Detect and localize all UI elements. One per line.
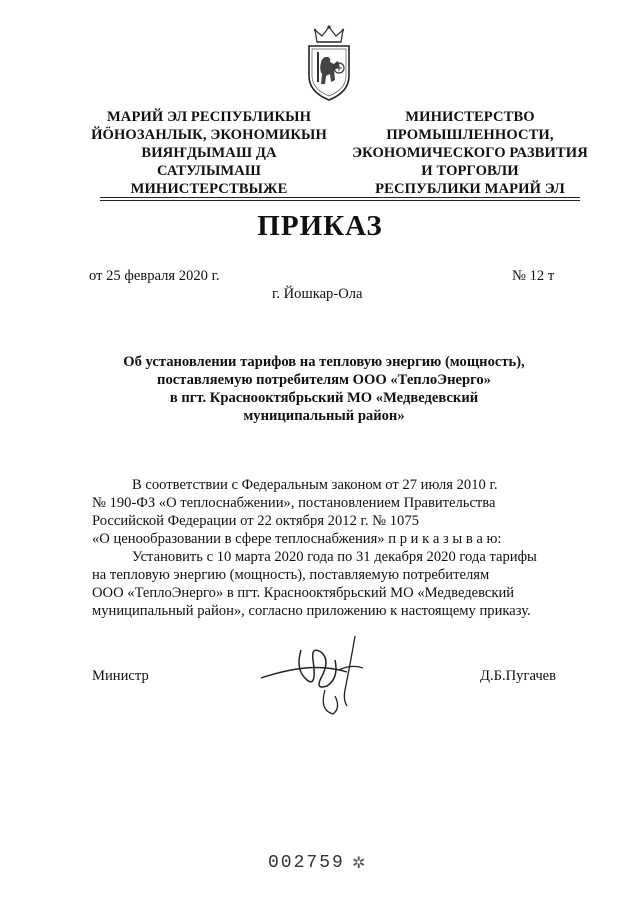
- body-line: на тепловую энергию (мощность), поставляемую потребителям: [92, 567, 490, 583]
- header-right-line: РЕСПУБЛИКИ МАРИЙ ЭЛ: [375, 181, 565, 197]
- subject-line: Об установлении тарифов на тепловую энергию (мощность),: [123, 354, 525, 370]
- coat-of-arms-icon: [301, 24, 357, 102]
- header-left-line: ЙӦНОЗАНЛЫК, ЭКОНОМИКЫН: [91, 127, 327, 143]
- header-left-line: САТУЛЫМАШ: [156, 163, 262, 179]
- signer-name: Д.Б.Пугачев: [480, 668, 557, 684]
- star-icon: ✲: [352, 855, 366, 872]
- body-line: «О ценообразовании в сфере теплоснабжения» п р и к а з ы в а ю:: [92, 531, 502, 547]
- header-right-block: [340, 108, 600, 198]
- header-right-line: ЭКОНОМИЧЕСКОГО РАЗВИТИЯ: [352, 145, 588, 161]
- document-title: ПРИКАЗ: [257, 210, 383, 242]
- body-line: ООО «ТеплоЭнерго» в пгт. Краснооктябрьский МО «Медведевский: [92, 585, 515, 601]
- signer-title: Министр: [92, 668, 149, 684]
- header-left-line: МИНИСТЕРСТВЫЖЕ: [130, 181, 288, 197]
- header-right-line: И ТОРГОВЛИ: [421, 163, 519, 179]
- order-date: от 25 февраля 2020 г.: [89, 268, 220, 284]
- header-divider: [100, 197, 580, 198]
- order-subject: [84, 353, 564, 425]
- header-left-block: [84, 108, 334, 198]
- header-divider: [100, 200, 580, 201]
- body-line: В соответствии с Федеральным законом от 27 июля 2010 г.: [132, 477, 498, 493]
- serial-number: 002759: [268, 853, 345, 873]
- header-right-line: ПРОМЫШЛЕННОСТИ,: [386, 127, 554, 143]
- subject-line: муниципальный район»: [243, 408, 405, 424]
- order-city: г. Йошкар-Ола: [272, 286, 363, 302]
- body-line: № 190-ФЗ «О теплоснабжении», постановлением Правительства: [92, 495, 496, 511]
- body-line: муниципальный район», согласно приложению к настоящему приказу.: [92, 603, 531, 619]
- subject-line: поставляемую потребителям ООО «ТеплоЭнерго»: [157, 372, 491, 388]
- body-line: Российской Федерации от 22 октября 2012 г. № 1075: [92, 513, 419, 529]
- signature-icon: [255, 630, 385, 718]
- body-line: Установить с 10 марта 2020 года по 31 декабря 2020 года тарифы: [132, 549, 537, 565]
- header-right-line: МИНИСТЕРСТВО: [405, 109, 535, 125]
- header-left-line: МАРИЙ ЭЛ РЕСПУБЛИКЫН: [106, 109, 312, 125]
- order-number: № 12 т: [512, 268, 555, 284]
- header-left-line: ВИЯҤДЫМАШ ДА: [141, 145, 277, 161]
- subject-line: в пгт. Краснооктябрьский МО «Медведевский: [169, 390, 479, 406]
